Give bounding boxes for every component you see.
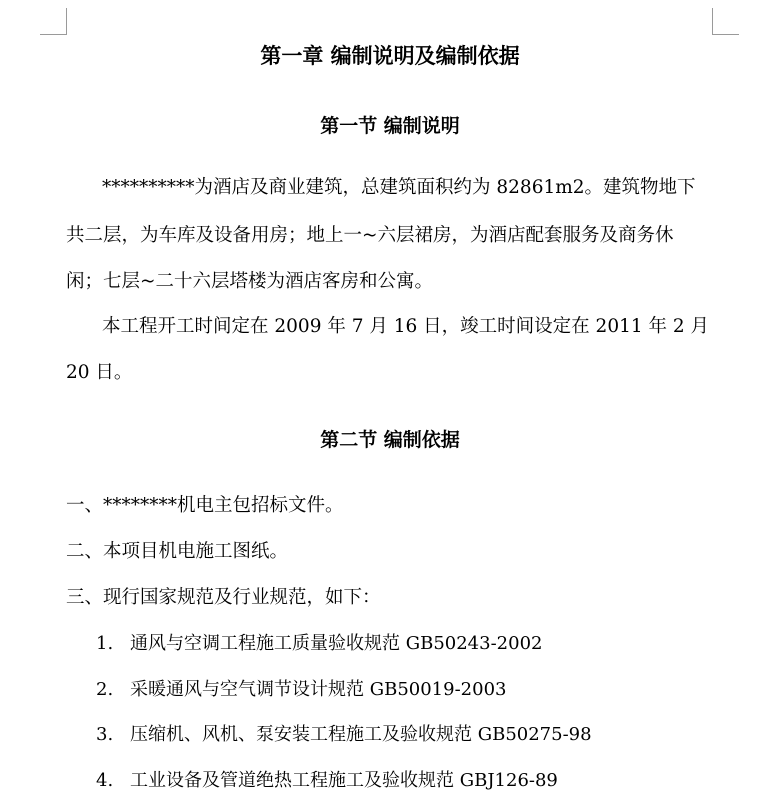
standard-text: 采暖通风与空气调节设计规范 GB50019-2003 — [130, 679, 507, 700]
chapter-title: 第一章 编制说明及编制依据 — [260, 44, 520, 68]
paragraph-line: 闲；七层~二十六层塔楼为酒店客房和公寓。 — [66, 271, 434, 292]
section-title-1: 第一节 编制说明 — [320, 115, 460, 137]
standard-list-item — [96, 632, 542, 656]
list-number: 2. — [96, 679, 114, 700]
standard-list-item — [96, 678, 506, 702]
standard-list-item — [96, 769, 558, 793]
paragraph-line: **********为酒店及商业建筑，总建筑面积约为 82861m2。建筑物地下 — [102, 177, 696, 198]
list-number: 4. — [96, 770, 114, 791]
basis-item: 二、本项目机电施工图纸。 — [66, 541, 289, 562]
list-number: 1. — [96, 633, 114, 654]
basis-item: 一、********机电主包招标文件。 — [66, 495, 344, 516]
section-title-2: 第二节 编制依据 — [320, 429, 460, 451]
standard-text: 工业设备及管道绝热工程施工及验收规范 GBJ126-89 — [130, 770, 558, 791]
top-left-crop-mark — [40, 8, 67, 35]
list-number: 3. — [96, 724, 114, 745]
standard-list-item — [96, 723, 592, 747]
paragraph-line: 本工程开工时间定在 2009 年 7 月 16 日，竣工时间设定在 2011 年 2 月 — [102, 316, 710, 337]
paragraph-line: 20 日。 — [66, 362, 133, 383]
standard-text: 压缩机、风机、泵安装工程施工及验收规范 GB50275-98 — [130, 724, 592, 745]
paragraph-line: 共二层，为车库及设备用房；地上一~六层裙房，为酒店配套服务及商务休 — [66, 225, 674, 246]
basis-item: 三、现行国家规范及行业规范，如下： — [66, 587, 381, 608]
standard-text: 通风与空调工程施工质量验收规范 GB50243-2002 — [130, 633, 543, 654]
top-right-crop-mark — [712, 8, 739, 35]
